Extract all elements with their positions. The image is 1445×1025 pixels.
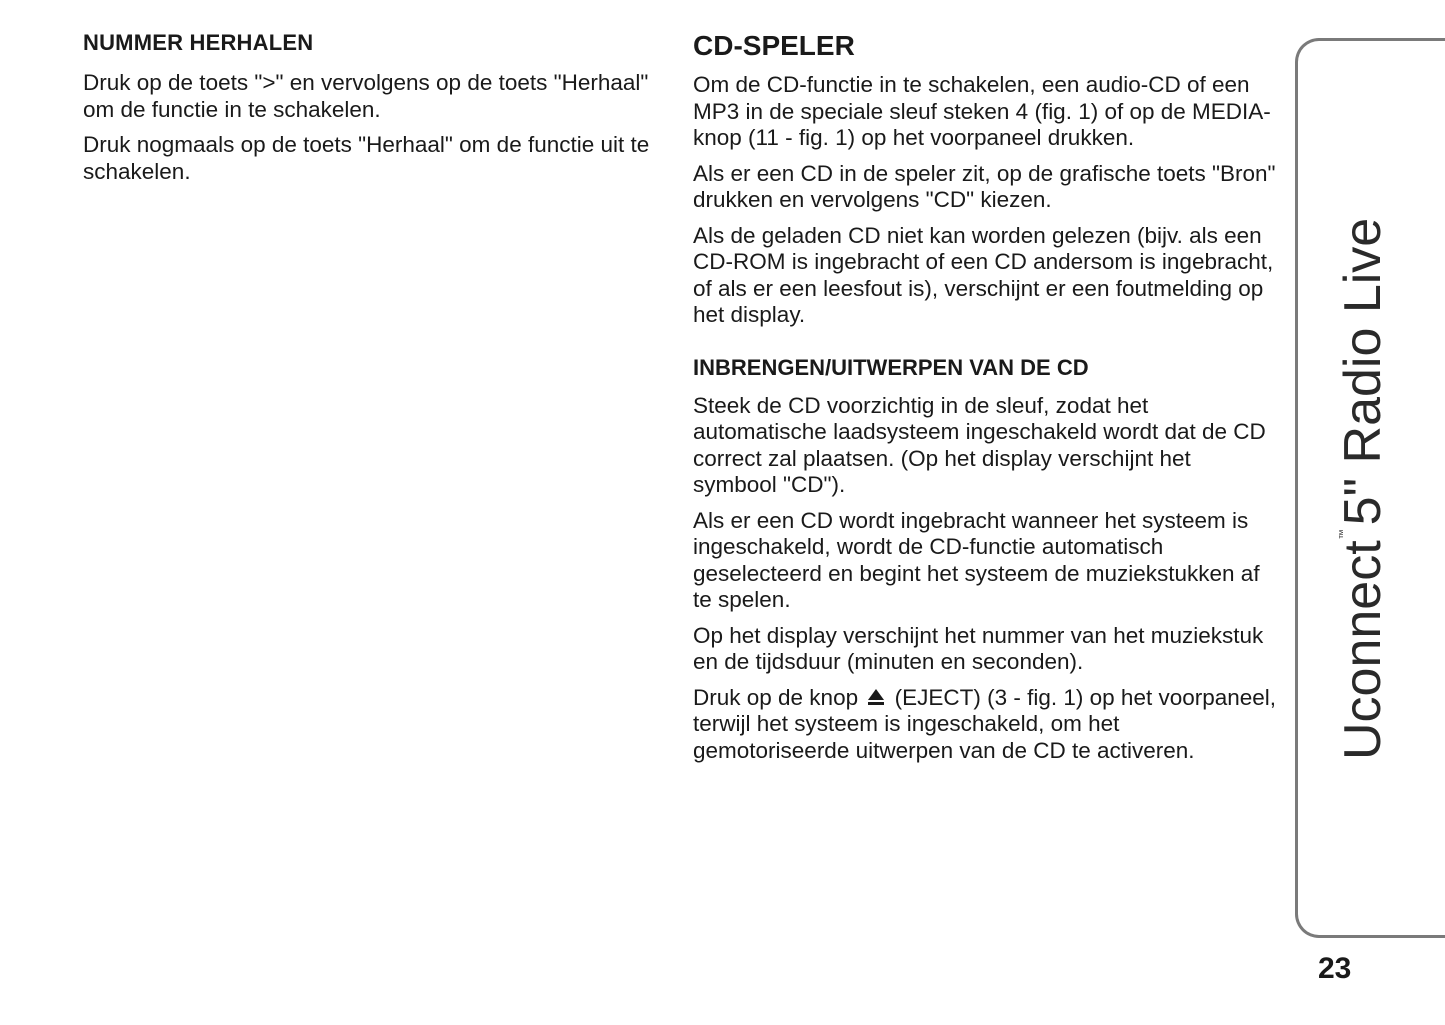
eject-icon	[866, 687, 886, 707]
section-heading-cd-speler: CD-SPELER	[693, 30, 855, 61]
paragraph: Als de geladen CD niet kan worden gelezen (bijv. als een CD-ROM is ingebracht of een CD andersom is ingebracht, of als er een leesfout is), verschijnt er een foutmelding op het display.	[693, 222, 1274, 327]
model-name: 5" Radio Live	[1334, 217, 1392, 526]
paragraph: Steek de CD voorzichtig in de sleuf, zodat het automatische laadsysteem ingeschakeld wordt dat de CD correct zal plaatsen. (Op het display verschijnt het symbool "CD").	[693, 392, 1266, 497]
page-number: 23	[1318, 952, 1352, 985]
paragraph: Druk op de toets ">" en vervolgens op de toets "Herhaal" om de functie in te schakelen.	[83, 70, 649, 122]
paragraph: Als er een CD in de speler zit, op de grafische toets "Bron" drukken en vervolgens "CD" kiezen.	[693, 160, 1276, 212]
section-heading-nummer-herhalen: NUMMER HERHALEN	[83, 30, 314, 55]
left-column	[83, 28, 653, 194]
paragraph: Op het display verschijnt het nummer van het muziekstuk en de tijdsduur (minuten en seconden).	[693, 622, 1264, 674]
eject-text-after: (EJECT) (3 - fig. 1) op het voorpaneel, terwijl het systeem is ingeschakeld, om het gemotoriseerde uitwerpen van de CD te activeren.	[693, 684, 1277, 763]
eject-text-before: Druk op de knop	[693, 684, 859, 710]
right-column	[693, 28, 1278, 773]
chapter-title-vertical	[1334, 217, 1392, 760]
brand-name: Uconnect	[1334, 540, 1392, 760]
eject-paragraph	[693, 685, 1278, 765]
trademark-symbol: ™	[1338, 529, 1349, 540]
paragraph: Als er een CD wordt ingebracht wanneer het systeem is ingeschakeld, wordt de CD-functie automatisch geselecteerd en begint het systeem de muziekstukken af te spelen.	[693, 507, 1260, 612]
paragraph: Om de CD-functie in te schakelen, een audio-CD of een MP3 in de speciale sleuf steken 4 (fig. 1) of op de MEDIA-knop (11 - fig. 1) op het voorpaneel drukken.	[693, 72, 1271, 150]
subheading-inbrengen-uitwerpen: INBRENGEN/UITWERPEN VAN DE CD	[693, 354, 1089, 380]
paragraph: Druk nogmaals op de toets "Herhaal" om de functie uit te schakelen.	[83, 132, 650, 184]
